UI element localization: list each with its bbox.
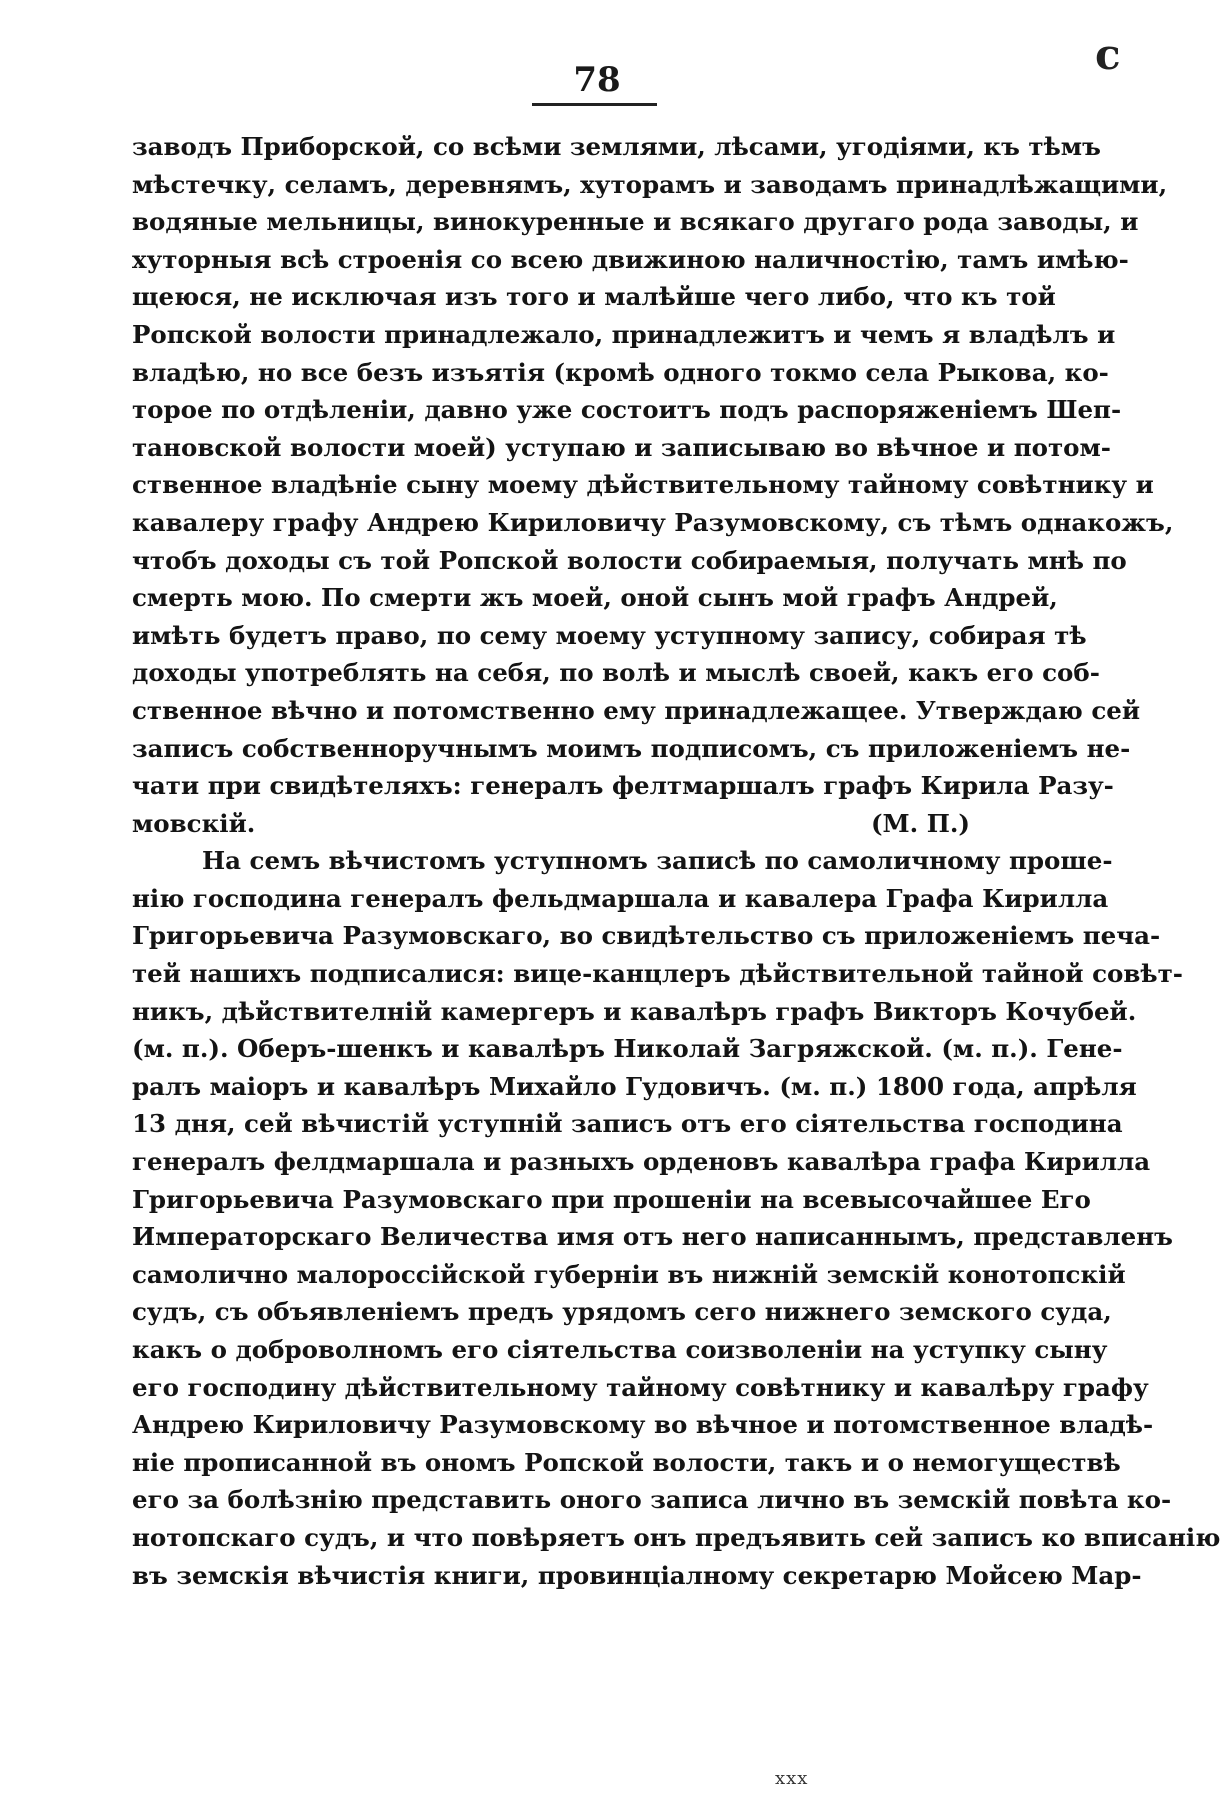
footer-mark: ххх	[775, 1768, 809, 1789]
text-line: тановской волости моей) уступаю и записываю во вѣчное и потом-	[132, 432, 1111, 462]
text-line: На семъ вѣчистомъ уступномъ записѣ по самоличному проше-	[202, 846, 1113, 876]
text-line: его за болѣзнію представить оного записа лично въ земскій повѣта ко-	[132, 1485, 1172, 1515]
page-number: 78	[573, 60, 621, 100]
text-line: генералъ фелдмаршала и разныхъ орденовъ кавалѣра графа Кирилла	[132, 1147, 1151, 1177]
text-line: самолично малороссійской губерніи въ нижній земскій конотопскій	[132, 1259, 1126, 1289]
text-line: торое по отдѣленіи, давно уже состоитъ подъ распоряженіемъ Шеп-	[132, 395, 1122, 425]
text-line: Андрею Кириловичу Разумовскому во вѣчное и потомственное владѣ-	[132, 1410, 1154, 1440]
text-line: нію господина генералъ фельдмаршала и кавалера Графа Кирилла	[132, 883, 1109, 913]
text-line: его господину дѣйствительному тайному совѣтнику и кавалѣру графу	[132, 1372, 1149, 1402]
text-line: записъ собственноручнымъ моимъ подписомъ, съ приложеніемъ не-	[132, 733, 1131, 763]
text-line: водяные мельницы, винокуренные и всякаго другаго рода заводы, и	[132, 207, 1139, 237]
text-line: въ земскія вѣчистія книги, провинціалному секретарю Мойсею Мар-	[132, 1560, 1142, 1590]
text-line: чати при свидѣтеляхъ: генералъ фелтмаршалъ графъ Кирила Разу-	[132, 771, 1114, 801]
text-line: ніе прописанной въ ономъ Ропской волости, такъ и о немогуществѣ	[132, 1447, 1121, 1477]
text-line: судъ, съ объявленіемъ предъ урядомъ сего нижнего земского суда,	[132, 1297, 1112, 1327]
text-line: хуторныя всѣ строенія со всею движиною наличностію, тамъ имѣю-	[132, 244, 1129, 274]
text-line: (м. п.). Оберъ-шенкъ и кавалѣръ Николай Загряжской. (м. п.). Гене-	[132, 1034, 1123, 1064]
seal-line	[132, 805, 1030, 843]
body-text	[132, 128, 1220, 1594]
text-line: Ропской волости принадлежало, принадлежитъ и чемъ я владѣлъ и	[132, 319, 1116, 349]
text-line: смерть мою. По смерти жъ моей, оной сынъ мой графъ Андрей,	[132, 583, 1058, 613]
text-line: мовскій.	[132, 808, 256, 838]
text-line: мѣстечку, селамъ, деревнямъ, хуторамъ и заводамъ принадлѣжащими,	[132, 169, 1168, 199]
text-line: Императорскаго Величества имя отъ него написаннымъ, представленъ	[132, 1222, 1173, 1252]
text-line: чтобъ доходы съ той Ропской волости собираемыя, получать мнѣ по	[132, 545, 1127, 575]
paragraph-2	[132, 842, 1220, 1594]
text-line: нотопскаго судъ, и что повѣряетъ онъ предъявить сей записъ ко вписанію	[132, 1522, 1220, 1552]
text-line: кавалеру графу Андрею Кириловичу Разумовскому, съ тѣмъ однакожъ,	[132, 507, 1174, 537]
text-line: тей нашихъ подписалися: вице-канцлеръ дѣйствительной тайной совѣт-	[132, 959, 1183, 989]
corner-mark: с	[1095, 30, 1121, 79]
text-line: Григорьевича Разумовскаго, во свидѣтельство съ приложеніемъ печа-	[132, 921, 1161, 951]
text-line: никъ, дѣйствителній камергеръ и кавалѣръ графъ Викторъ Кочубей.	[132, 996, 1137, 1026]
text-line: 13 дня, сей вѣчистій уступній записъ отъ его сіятельства господина	[132, 1109, 1123, 1139]
text-line: ралъ маіоръ и кавалѣръ Михайло Гудовичъ. (м. п.) 1800 года, апрѣля	[132, 1071, 1137, 1101]
text-line: какъ о доброволномъ его сіятельства соизволеніи на уступку сыну	[132, 1335, 1108, 1364]
text-line: владѣю, но все безъ изъятія (кромѣ одного токмо села Рыкова, ко-	[132, 357, 1109, 387]
page-number-underline	[532, 103, 657, 106]
text-line: щеюся, не исключая изъ того и малѣйше чего либо, что къ той	[132, 282, 1056, 312]
text-line: заводъ Приборской, со всѣми землями, лѣсами, угодіями, къ тѣмъ	[132, 132, 1101, 161]
text-line: Григорьевича Разумовскаго при прошеніи на всевысочайшее Его	[132, 1184, 1091, 1214]
paragraph-1	[132, 128, 1174, 842]
text-line: ственное владѣніе сыну моему дѣйствительному тайному совѣтнику и	[132, 470, 1154, 500]
seal-mark: (М. П.)	[870, 808, 970, 838]
text-line: имѣть будетъ право, по сему моему уступному запису, собирая тѣ	[132, 620, 1087, 650]
text-line: доходы употреблять на себя, по волѣ и мыслѣ своей, какъ его соб-	[132, 658, 1100, 688]
text-line: ственное вѣчно и потомственно ему принадлежащее. Утверждаю сей	[132, 695, 1140, 725]
